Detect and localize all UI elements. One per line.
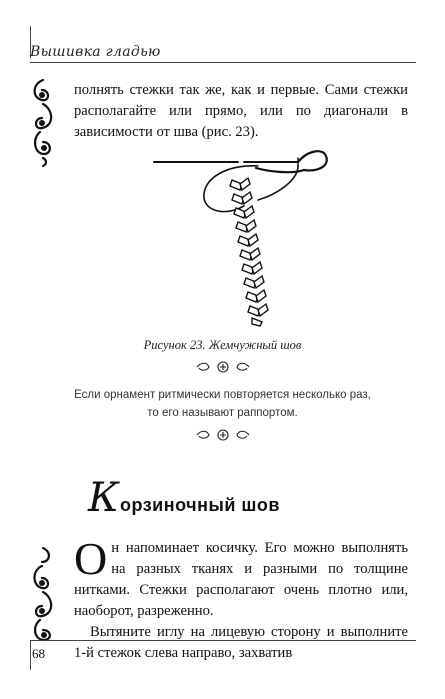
header-rule <box>30 62 416 63</box>
bottom-paragraph-2: Вытяните иглу на лицевую сторону и выполните 1-й стежок слева направо, захватив <box>74 624 408 661</box>
floral-divider-icon <box>193 428 253 442</box>
swirl-ornament-bottom-icon <box>28 544 58 644</box>
page-number: 68 <box>32 646 45 661</box>
drop-cap: О <box>74 533 108 584</box>
footer-rule <box>30 640 416 641</box>
footer-rule-vertical <box>30 640 31 670</box>
figure-caption: Рисунок 23. Жемчужный шов <box>143 338 302 352</box>
divider-top <box>0 360 445 379</box>
section-heading-initial: К <box>88 475 119 521</box>
bottom-paragraph-1-text: н напоминает косичку. Его можно выполнять на разных тканях и разными по толщине нитками. Стежки располагают очень плотно или, наоборот, разреженно. <box>74 540 408 619</box>
section-heading <box>88 475 280 521</box>
section-heading-text: орзиночный шов <box>119 495 280 515</box>
note-line-1: Если орнамент ритмически повторяется несколько раз, <box>74 389 371 401</box>
swirl-ornament-top-icon <box>28 76 58 168</box>
pearl-stitch-illustration <box>148 150 348 330</box>
bottom-paragraph-1 <box>74 533 408 622</box>
bottom-paragraph-block <box>74 533 408 664</box>
top-paragraph-block <box>74 80 408 143</box>
note-block <box>60 386 385 422</box>
note-line-2: то его называют раппортом. <box>147 407 298 419</box>
running-title: Вышивка гладью <box>30 44 161 60</box>
divider-bottom <box>0 428 445 447</box>
floral-divider-icon <box>193 360 253 374</box>
top-paragraph: полнять стежки так же, как и первые. Сами стежки располагайте или прямо, или по диагонали в зависимости от шва (рис. 23). <box>74 82 408 140</box>
